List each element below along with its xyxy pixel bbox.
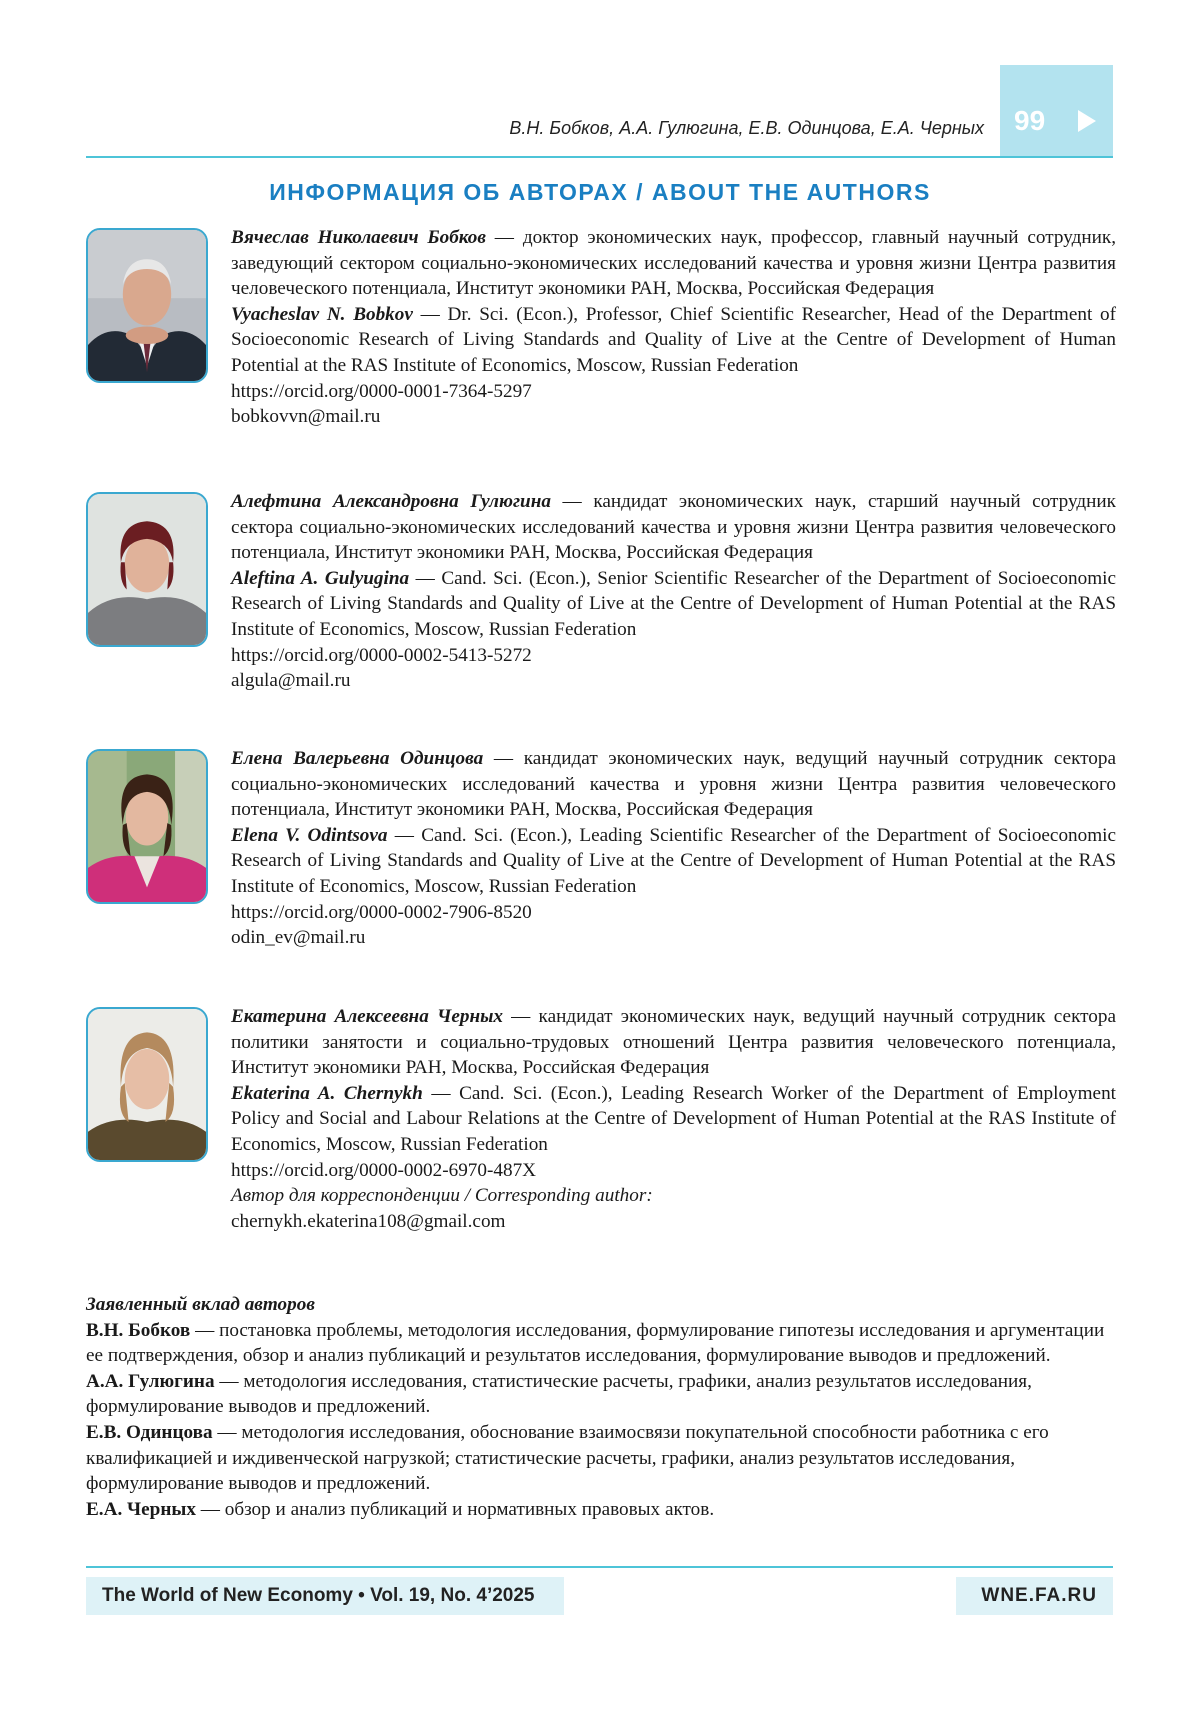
contribution-author: Е.В. Одинцова — [86, 1421, 213, 1443]
author-email[interactable]: chernykh.ekaterina108@gmail.com — [231, 1210, 506, 1232]
contribution-text: — методология исследования, статистические расчеты, графики, анализ результатов исследования, формулирование выводов и предложений. — [86, 1370, 1032, 1418]
author-photo — [86, 1007, 208, 1162]
footer-journal: The World of New Economy • Vol. 19, No. 4’2025 — [86, 1577, 564, 1615]
header-divider — [86, 156, 1113, 158]
contribution-text: — постановка проблемы, методология исследования, формулирование гипотезы исследования и аргументации ее подтверждения, обзор и анализ публикаций и результатов исследования, формулирование выводов и предложений. — [86, 1319, 1105, 1367]
play-arrow-icon — [1078, 110, 1096, 132]
author-name-en: Ekaterina A. Chernykh — [231, 1082, 423, 1104]
author-bio — [231, 225, 1116, 430]
page-number-tab — [1000, 65, 1113, 157]
author-bio-ru: — доктор экономических наук, профессор, главный научный сотрудник, заведующий сектором социально-экономических исследований качества и уровня жизни Центра развития человеческого потенциала, Институт экономики РАН, Москва, Российская Федерация — [231, 227, 1116, 300]
author-bio-ru: — кандидат экономических наук, ведущий научный сотрудник сектора социально-экономических исследований качества и уровня жизни Центра развития человеческого потенциала, Институт экономики РАН, Москва, Российская Федерация — [231, 748, 1116, 821]
section-title: ИНФОРМАЦИЯ ОБ АВТОРАХ / ABOUT THE AUTHORS — [269, 179, 931, 205]
author-bio — [231, 746, 1116, 951]
author-name-ru: Елена Валерьевна Одинцова — [231, 748, 484, 769]
contribution-text: — методология исследования, обоснование взаимосвязи покупательной способности работника с его квалификацией и иждивенческой нагрузкой; статистические расчеты, графики, анализ результатов исследования, формулирование выводов и предложений. — [86, 1421, 1049, 1495]
author-bio-ru: — кандидат экономических наук, ведущий научный сотрудник сектора политики занятости и социально-трудовых отношений Центра развития человеческого потенциала, Институт экономики РАН, Москва, Российская Федерация — [231, 1006, 1116, 1079]
author-email[interactable]: odin_ev@mail.ru — [231, 927, 366, 949]
contribution-author: Е.А. Черных — [86, 1498, 196, 1520]
author-bio-en: — Dr. Sci. (Econ.), Professor, Chief Scientific Researcher, Head of the Department of Socioeconomic Research of Living Standards and Quality of Live at the Centre of Development of Human Potential at the RAS Institute of Economics, Moscow, Russian Federation — [231, 303, 1116, 376]
author-bio-en: — Cand. Sci. (Econ.), Senior Scientific Researcher of the Department of Socioeconomic Research of Living Standards and Quality of Live at the Centre of Development of Human Potential at the RAS Institute of Economics, Moscow, Russian Federation — [231, 567, 1116, 640]
author-bio-en: — Cand. Sci. (Econ.), Leading Research Worker of the Department of Employment Policy and Social and Labour Relations at the Centre of Development of Human Potential at the RAS Institute of Economics, Moscow, Russian Federation — [231, 1082, 1116, 1155]
author-name-ru: Алефтина Александровна Гулюгина — [231, 491, 551, 512]
page-number: 99 — [1014, 105, 1046, 136]
contribution-text: — обзор и анализ публикаций и нормативных правовых актов. — [195, 1498, 715, 1520]
author-name-en: Vyacheslav N. Bobkov — [231, 303, 413, 325]
running-header-authors: В.Н. Бобков, А.А. Гулюгина, Е.В. Одинцова, Е.А. Черных — [509, 118, 984, 138]
author-contributions — [86, 1292, 1116, 1522]
contribution-author: А.А. Гулюгина — [86, 1370, 215, 1392]
author-orcid[interactable]: https://orcid.org/0000-0001-7364-5297 — [231, 380, 532, 402]
author-name-en: Aleftina A. Gulyugina — [231, 567, 410, 589]
contribution-item — [86, 1318, 1116, 1369]
author-orcid[interactable]: https://orcid.org/0000-0002-5413-5272 — [231, 644, 532, 666]
author-bio-ru: — кандидат экономических наук, старший научный сотрудник сектора социально-экономических исследований качества и уровня жизни Центра развития человеческого потенциала, Институт экономики РАН, Москва, Российская Федерация — [231, 491, 1117, 564]
footer-site-link[interactable]: WNE.FA.RU — [956, 1577, 1113, 1615]
footer-divider — [86, 1566, 1113, 1568]
contributions-title: Заявленный вклад авторов — [86, 1294, 315, 1315]
contribution-item — [86, 1369, 1116, 1420]
author-orcid[interactable]: https://orcid.org/0000-0002-6970-487X — [231, 1159, 537, 1181]
author-bio: Екатерина Алексеевна Черных — кандидат экономических наук, ведущий научный сотрудник сектора политики занятости и социально-трудовых отношений Центра развития человеческого потенциала, Институт экономики РАН, Москва, Российская Федерация Ekaterina A. Chernykh — Cand. Sci. (Econ.), Leading Research Worker of the Department of Employment Policy and Social and Labour Relations at the Centre of Development of Human Potential at the RAS Institute of Economics, Moscow, Russian Federation https://orcid.org/0000-0002-6970-487X Автор для корреспонденции / Corresponding author: chernykh.ekaterina108@gmail.com — [231, 1004, 1116, 1234]
author-email[interactable]: algula@mail.ru — [231, 670, 351, 692]
author-email[interactable]: bobkovvn@mail.ru — [231, 406, 381, 428]
author-photo — [86, 749, 208, 904]
corresponding-author-label: Автор для корреспонденции / Corresponding author — [231, 1185, 647, 1207]
author-bio-en: — Cand. Sci. (Econ.), Leading Scientific Researcher of the Department of Socioeconomic Research of Living Standards and Quality of Live at the Centre of Development of Human Potential at the RAS Institute of Economics, Moscow, Russian Federation — [231, 824, 1117, 897]
author-name-ru: Вячеслав Николаевич Бобков — [231, 227, 486, 248]
author-name-en: Elena V. Odintsova — [231, 824, 388, 846]
author-photo — [86, 228, 208, 383]
contribution-author: В.Н. Бобков — [86, 1319, 191, 1341]
author-orcid[interactable]: https://orcid.org/0000-0002-7906-8520 — [231, 901, 532, 923]
contribution-item — [86, 1420, 1116, 1497]
author-photo — [86, 492, 208, 647]
contribution-item — [86, 1497, 1116, 1523]
author-name-ru: Екатерина Алексеевна Черных — [231, 1006, 503, 1027]
author-bio — [231, 489, 1116, 694]
